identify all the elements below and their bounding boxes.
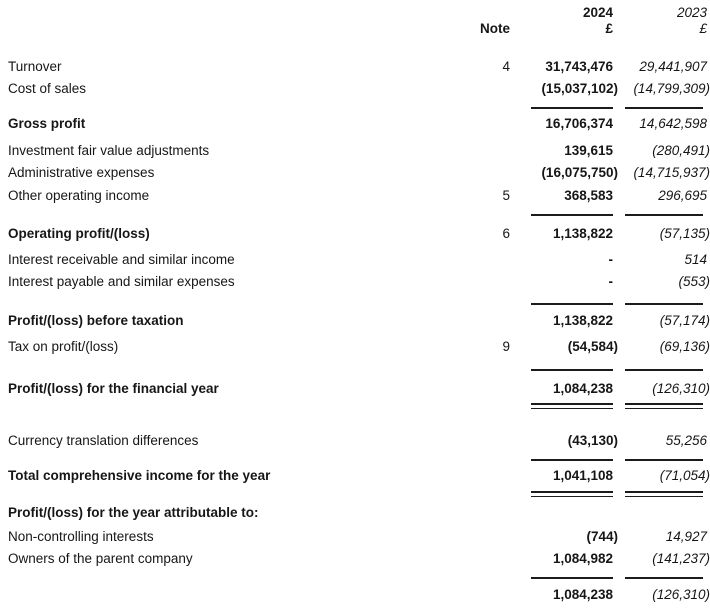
single-rule: [0, 459, 710, 461]
single-rule: [0, 577, 710, 579]
table-row-gross-profit: [0, 112, 710, 134]
table-row-interest-receivable: [0, 248, 710, 270]
row-note: 6: [502, 225, 510, 241]
row-note: 9: [502, 338, 510, 354]
row-value-2024: (16,075,750): [541, 164, 618, 180]
row-value-2024: 16,706,374: [545, 115, 613, 131]
rule-2023: [625, 577, 703, 579]
row-value-2023: (126,310): [652, 586, 710, 602]
currency-header-row: [0, 20, 710, 36]
table-row-turnover: [0, 55, 710, 77]
row-value-2024: (54,584): [567, 338, 618, 354]
row-label: Operating profit/(loss): [8, 225, 150, 241]
year-2023-header: 2023: [676, 4, 707, 20]
single-rule: [0, 107, 710, 109]
row-value-2023: 14,642,598: [639, 115, 707, 131]
row-value-2024: 139,615: [564, 142, 613, 158]
row-value-2024: (43,130): [567, 432, 618, 448]
rule-2024: [531, 577, 613, 579]
year-header-row: [0, 4, 710, 20]
table-row-total-comprehensive-income: [0, 464, 710, 486]
rule-2023: [625, 459, 703, 461]
row-value-2023: (553): [678, 273, 710, 289]
table-row-profit-for-financial-year: [0, 377, 710, 399]
row-note: 5: [502, 187, 510, 203]
row-value-2024: -: [608, 251, 613, 267]
table-row-interest-payable: [0, 270, 710, 292]
row-value-2023: (14,799,309): [633, 80, 710, 96]
row-value-2023: (126,310): [652, 380, 710, 396]
double-rule: [0, 491, 710, 497]
table-row-owners-of-parent: [0, 547, 710, 569]
row-value-2023: 14,927: [665, 528, 707, 544]
row-value-2024: (744): [586, 528, 618, 544]
row-value-2023: 29,441,907: [639, 58, 707, 74]
table-row-profit-before-taxation: [0, 309, 710, 331]
row-label: Gross profit: [8, 115, 86, 131]
table-row-non-controlling-interests: [0, 525, 710, 547]
row-value-2023: 514: [684, 251, 707, 267]
row-value-2023: 296,695: [658, 187, 707, 203]
table-row-administrative-expenses: [0, 161, 710, 183]
row-label: Profit/(loss) for the financial year: [8, 380, 219, 396]
table-row-cost-of-sales: [0, 77, 710, 99]
double-rule-2024: [531, 491, 613, 497]
row-label: Cost of sales: [8, 80, 87, 96]
row-label: Interest payable and similar expenses: [8, 273, 235, 289]
single-rule: [0, 369, 710, 371]
row-value-2024: 1,138,822: [552, 312, 613, 328]
row-label: Interest receivable and similar income: [8, 251, 235, 267]
row-value-2023: (69,136): [659, 338, 710, 354]
row-label: Profit/(loss) before taxation: [8, 312, 184, 328]
row-label: Tax on profit/(loss): [8, 338, 119, 354]
row-label: Non-controlling interests: [8, 528, 154, 544]
rule-2024: [531, 107, 613, 109]
row-label: Turnover: [8, 58, 62, 74]
currency-2024-header: £: [605, 20, 613, 36]
row-label: Owners of the parent company: [8, 550, 193, 566]
row-label: Currency translation differences: [8, 432, 199, 448]
rule-2023: [625, 369, 703, 371]
table-row-currency-translation-differences: [0, 429, 710, 451]
single-rule: [0, 303, 710, 305]
double-rule-2023: [625, 491, 703, 497]
rule-2023: [625, 107, 703, 109]
row-value-2024: 1,084,982: [552, 550, 613, 566]
rule-2023: [625, 303, 703, 305]
row-value-2023: (280,491): [652, 142, 710, 158]
table-row-attributable-heading: [0, 501, 710, 523]
note-column-header: Note: [480, 20, 510, 36]
row-value-2024: 1,084,238: [552, 586, 613, 602]
double-rule: [0, 403, 710, 409]
row-label: Total comprehensive income for the year: [8, 467, 271, 483]
row-label: Profit/(loss) for the year attributable to:: [8, 504, 259, 520]
row-value-2023: (57,135): [659, 225, 710, 241]
year-2024-header: 2024: [582, 4, 613, 20]
row-note: 4: [502, 58, 510, 74]
table-row-operating-profit-loss: [0, 222, 710, 244]
table-row-other-operating-income: [0, 184, 710, 206]
row-value-2024: 31,743,476: [545, 58, 613, 74]
row-value-2023: (71,054): [659, 467, 710, 483]
row-label: Investment fair value adjustments: [8, 142, 210, 158]
row-value-2024: 368,583: [564, 187, 613, 203]
row-value-2023: 55,256: [665, 432, 707, 448]
table-row-attributable-total: [0, 583, 710, 605]
row-label: Administrative expenses: [8, 164, 155, 180]
row-value-2023: (141,237): [652, 550, 710, 566]
rule-2024: [531, 214, 613, 216]
row-value-2024: 1,084,238: [552, 380, 613, 396]
double-rule-2023: [625, 403, 703, 409]
table-row-investment-fair-value-adjustments: [0, 139, 710, 161]
rule-2024: [531, 369, 613, 371]
row-value-2024: 1,041,108: [552, 467, 613, 483]
rule-2024: [531, 459, 613, 461]
single-rule: [0, 214, 710, 216]
row-value-2023: (14,715,937): [633, 164, 710, 180]
row-label: Other operating income: [8, 187, 150, 203]
currency-2023-header: £: [699, 20, 707, 36]
row-value-2024: (15,037,102): [541, 80, 618, 96]
rule-2024: [531, 303, 613, 305]
rule-2023: [625, 214, 703, 216]
double-rule-2024: [531, 403, 613, 409]
row-value-2024: 1,138,822: [552, 225, 613, 241]
table-row-tax-on-profit: [0, 335, 710, 357]
row-value-2023: (57,174): [659, 312, 710, 328]
row-value-2024: -: [608, 273, 613, 289]
